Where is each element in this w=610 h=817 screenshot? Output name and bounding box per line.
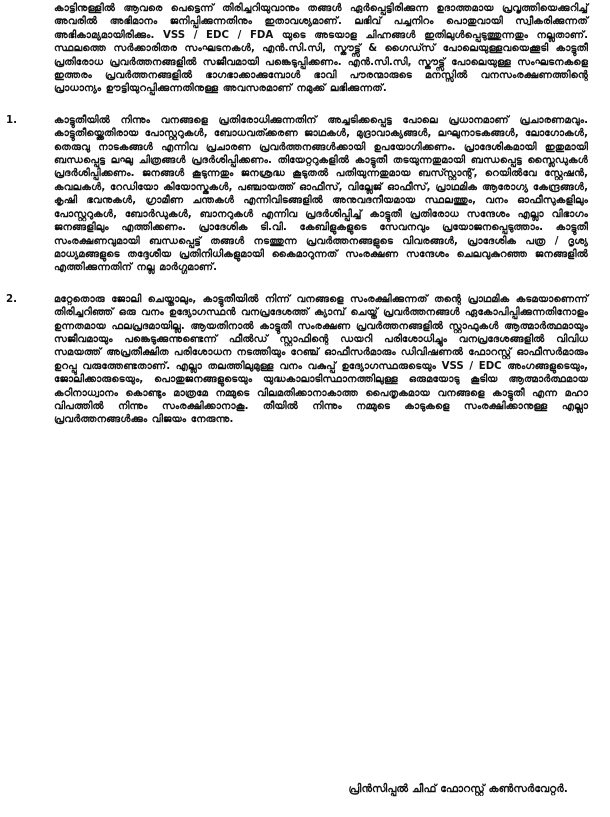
item-paragraph: മറ്റേതൊരു ജോലി ചെയ്താലും, കാട്ടുതീയിൽ നിന്ന് വനങ്ങളെ സംരക്ഷിക്കുന്നത് തന്റെ പ്രാഥമിക കടമയാണെന്ന് തിരിച്ചറിഞ്ഞ് ഒരു വനം ഉദ്യോഗസ്ഥൻ വനപ്രദേശത്ത് ക്യാമ്പ് ചെയ്ത് പ്രവർത്തനങ്ങൾ ഏകോപിപ്പിക്കുന്നതിനോളം ഉന്നതമായ ഫലപ്രദമായില്ല. ആയതിനാൽ കാട്ടുതീ സംരക്ഷണ പ്രവർത്തനങ്ങളിൽ സ്റ്റാഫുകൾ ആത്മാർത്ഥമായും സജീവമായും പങ്കെടുക്കുന്നുണ്ടെന്ന് ഫീൽഡ് സ്റ്റാഫിന്റെ ഡയറി പരിശോധിച്ചും വനപ്രദേശങ്ങളിൽ വിവിധ സമയത്ത് അപ്രതീക്ഷിത പരിശോധന നടത്തിയും റേഞ്ച് ഓഫീസർമാരും ഡിവിഷണൽ ഫോറസ്റ്റ് ഓഫീസർമാരും ഉറപ്പു വരുത്തേണ്ടതാണ്. എല്ലാ തലത്തിലുമുള്ള വനം വകുപ്പ് ഉദ്യോഗസ്ഥരുടെയും VSS / EDC അംഗങ്ങളുടെയും, ജോലിക്കാരുടെയും, പൊതുജനങ്ങളുടെയും യുദ്ധകാലാടിസ്ഥാനത്തിലുള്ള ഒരുമയോടു കൂടിയ ആത്മാർത്ഥമായ കഠിനാധ്വാനം കൊണ്ടും മാത്രമേ നമ്മുടെ വിലമതിക്കാനാകാത്ത പൈതൃകമായ വനങ്ങളെ കാട്ടുതീ എന്ന മഹാ വിപത്തിൽ നിന്നും സംരക്ഷിക്കാനാകൂ. തീയിൽ നിന്നും നമ്മുടെ കാടുകളെ സംരക്ഷിക്കാനുള്ള എല്ലാ പ്രവർത്തനങ്ങൾക്കും വിജയം നേരുന്നു. bbox=[54, 293, 588, 426]
intro-paragraph: കാട്ടിനുള്ളിൽ ആവരെ പെട്ടെന്ന് തിരിച്ചറിയുവാനും തങ്ങൾ ഏർപ്പെട്ടിരിക്കുന്ന ഉദാത്തമായ പ്രവൃത്തിയെക്കുറിച്ച് അവരിൽ അഭിമാനം ജനിപ്പിക്കുന്നതിനും ഇതാവശ്യമാണ്. ലഭിവ് പച്ചനിറം പൊതുവായി സ്വീകരിക്കുന്നത് അഭികാമ്യമായിരിക്കും. VSS / EDC / FDA യുടെ അടയാള ചിഹ്നങ്ങൾ ഇതിലുൾപ്പെടുത്തുന്നതും നല്ലതാണ്. സ്ഥലത്തെ സർക്കാരിതര സംഘടനകൾ, എൻ.സി.സി, സ്കൗട്ട്സ് & ഗൈഡ്സ് പോലെയുള്ളവയെക്കൂടി കാട്ടുതീ പ്രതിരോധ പ്രവർത്തനങ്ങളിൽ സജീവമായി പങ്കെടുപ്പിക്കണം. എൻ.സി.സി, സ്കൗട്ട്സ് പോലെയുള്ള സംഘടനകളെ ഇത്തരം പ്രവർത്തനങ്ങളിൽ ഭാഗഭാക്കാക്കുമ്പോൾ ഭാവി പൗരന്മാരുടെ മനസ്സിൽ വനസംരക്ഷണത്തിന്റെ പ്രാധാന്യം ഊട്ടിയുറപ്പിക്കുന്നതിനുള്ള അവസരമാണ് നമുക്ക് ലഭിക്കുന്നത്. bbox=[54, 3, 588, 95]
item-number: 1. bbox=[6, 114, 17, 126]
item-number: 2. bbox=[6, 293, 17, 305]
numbered-item-2 bbox=[6, 293, 588, 427]
signature-line: പ്രിൻസിപ്പൽ ചീഫ് ഫോറസ്റ്റ് കൺസർവേറ്റർ. bbox=[348, 783, 568, 795]
item-paragraph: കാട്ടുതീയിൽ നിന്നും വനങ്ങളെ പ്രതിരോധിക്കുന്നതിന് അച്ചടിക്കപ്പെട്ട പോലെ പ്രധാനമാണ് പ്രചാരണമവും. കാട്ടുതീയ്ക്കെതിരായ പോസ്റ്ററുകൾ, ബോധവത്ക്കരണ ജാഥകൾ, മുദ്രാവാക്യങ്ങൾ, ലഘുനാടകങ്ങൾ, ലോഗോകൾ, തെരുവു നാടകങ്ങൾ എന്നിവ പ്രചാരണ പ്രവർത്തനങ്ങൾക്കായി ഉപയോഗിക്കണം. പ്രാദേശികമായി ഇതുമായി ബന്ധപ്പെട്ട ലഘു ചിത്രങ്ങൾ പ്രദർശിപ്പിക്കണം. തിയേറ്ററുകളിൽ കാട്ടുതീ തടയുന്നതുമായി ബന്ധപ്പെട്ട സ്ലൈഡുകൾ പ്രദർശിപ്പിക്കണം. ജനങ്ങൾ കൂടുന്നതും ജനശ്രദ്ധ കൂടുതൽ പതിയുന്നതുമായ ബസ്സ്റ്റാന്റ്, റെയിൽവേ സ്റ്റേഷൻ, കവലകൾ, റേഡിയോ കിയോസ്കുകൾ, പഞ്ചായത്ത് ഓഫീസ്, വില്ലേജ് ഓഫീസ്, പ്രാഥമിക ആരോഗ്യ കേന്ദ്രങ്ങൾ, കൃഷി ഭവനുകൾ, ഗ്രാമീണ ചന്തകൾ എന്നിവിടങ്ങളിൽ അനുവദനീയമായ സ്ഥലത്തും, വനം ഓഫീസുകളിലും പോസ്റ്ററുകൾ, ബോർഡുകൾ, ബാനറുകൾ എന്നിവ പ്രദർശിപ്പിച്ച് കാട്ടുതീ പ്രതിരോധ സന്ദേശം എല്ലാ വിഭാഗം ജനങ്ങളിലും എത്തിക്കണം. പ്രാദേശിക ടി.വി. കേബിളുകളുടെ സേവനവും പ്രയോജനപ്പെടുത്താം. കാട്ടുതീ സംരക്ഷണവുമായി ബന്ധപ്പെട്ട് തങ്ങൾ നടത്തുന്ന പ്രവർത്തനങ്ങളുടെ വിവരങ്ങൾ, പ്രാദേശിക പത്ര / ദൃശ്യ മാധ്യമങ്ങളുടെ തദ്ദേശീയ പ്രതിനിധികളുമായി കൈമാറുന്നത് സംരക്ഷണ സന്ദേശം ചെലവുകുറഞ്ഞ ജനങ്ങളിൽ എത്തിക്കുന്നതിന് നല്ല മാർഗ്ഗമാണ്. bbox=[54, 114, 588, 274]
numbered-item-1 bbox=[6, 114, 588, 275]
